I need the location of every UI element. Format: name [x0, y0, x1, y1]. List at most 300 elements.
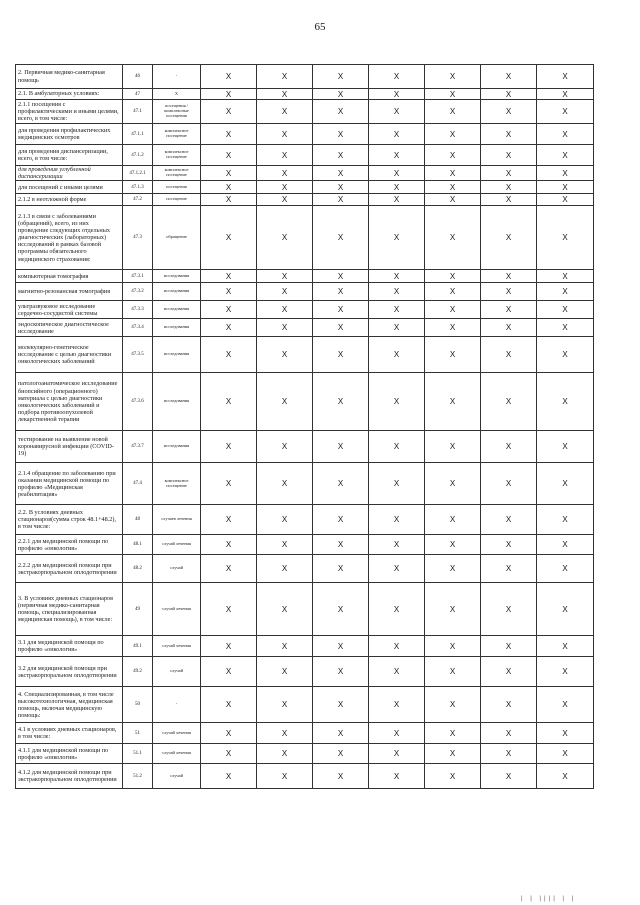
row-value: X [425, 657, 481, 687]
row-value: X [425, 505, 481, 535]
row-value: X [201, 687, 257, 723]
row-value: X [481, 744, 537, 764]
row-value: X [537, 270, 594, 283]
row-value: X [481, 65, 537, 89]
row-label: для проведения диспансеризации, всего, в том числе: [16, 145, 123, 166]
row-value: X [425, 431, 481, 463]
row-value: X [537, 555, 594, 583]
row-label: 2.1.1 посещения с профилактическими и иными целями, всего, в том числе: [16, 100, 123, 124]
row-unit: случай лечения [153, 583, 201, 636]
row-value: X [481, 431, 537, 463]
row-value: X [537, 535, 594, 555]
row-value: X [313, 687, 369, 723]
table-row [16, 100, 594, 124]
row-value: X [201, 555, 257, 583]
row-code: 47.3 [123, 206, 153, 270]
table-row [16, 301, 594, 319]
row-code: 47.3.5 [123, 337, 153, 373]
row-value: X [537, 744, 594, 764]
row-value: X [537, 100, 594, 124]
row-value: X [201, 744, 257, 764]
row-label: тестирование на выявление новой коронавирусной инфекции (COVID-19) [16, 431, 123, 463]
row-value: X [537, 319, 594, 337]
row-value: X [313, 301, 369, 319]
row-value: X [257, 535, 313, 555]
row-value: X [201, 319, 257, 337]
row-unit: случай лечения [153, 535, 201, 555]
row-value: X [257, 270, 313, 283]
row-value: X [537, 583, 594, 636]
footer-scan-marks: | | |||| | | [520, 895, 576, 902]
row-value: X [257, 65, 313, 89]
row-value: X [313, 505, 369, 535]
row-value: X [537, 283, 594, 301]
row-value: X [369, 100, 425, 124]
row-unit: X [153, 89, 201, 100]
row-code: 47.3.3 [123, 301, 153, 319]
row-value: X [313, 319, 369, 337]
table-row [16, 206, 594, 270]
row-value: X [257, 181, 313, 194]
row-value: X [369, 283, 425, 301]
row-value: X [425, 555, 481, 583]
row-value: X [313, 555, 369, 583]
row-value: X [481, 283, 537, 301]
row-value: X [481, 145, 537, 166]
row-value: X [425, 337, 481, 373]
row-label: 2.2. В условиях дневных стационаров(сумма строк 48.1+48.2), в том числе: [16, 505, 123, 535]
row-code: 48 [123, 505, 153, 535]
row-value: X [313, 270, 369, 283]
row-value: X [481, 463, 537, 505]
row-value: X [369, 687, 425, 723]
row-unit: случай лечения [153, 636, 201, 657]
row-value: X [425, 124, 481, 145]
row-value: X [369, 145, 425, 166]
row-value: X [257, 166, 313, 181]
row-unit: посещения [153, 181, 201, 194]
row-code: 49.1 [123, 636, 153, 657]
row-unit: комплексное посещение [153, 145, 201, 166]
row-value: X [369, 319, 425, 337]
row-value: X [481, 555, 537, 583]
row-value: X [369, 744, 425, 764]
row-value: X [537, 124, 594, 145]
row-unit: случай [153, 555, 201, 583]
table-row [16, 535, 594, 555]
row-value: X [313, 744, 369, 764]
row-value: X [481, 373, 537, 431]
row-value: X [257, 337, 313, 373]
row-unit: случай лечения [153, 723, 201, 744]
row-value: X [257, 583, 313, 636]
row-label: 2.2.1 для медицинской помощи по профилю «онкология» [16, 535, 123, 555]
row-value: X [481, 270, 537, 283]
row-value: X [257, 555, 313, 583]
row-value: X [481, 166, 537, 181]
row-value: X [369, 431, 425, 463]
row-value: X [537, 723, 594, 744]
table-row [16, 636, 594, 657]
row-value: X [257, 431, 313, 463]
row-value: X [369, 373, 425, 431]
row-value: X [257, 145, 313, 166]
row-value: X [201, 337, 257, 373]
row-value: X [537, 89, 594, 100]
table-row [16, 657, 594, 687]
row-value: X [369, 555, 425, 583]
row-code: 47.1.2.1 [123, 166, 153, 181]
row-value: X [481, 301, 537, 319]
table-row [16, 723, 594, 744]
table-row [16, 181, 594, 194]
row-value: X [425, 145, 481, 166]
row-value: X [201, 100, 257, 124]
row-value: X [257, 206, 313, 270]
row-value: X [313, 145, 369, 166]
row-value: X [481, 657, 537, 687]
row-value: X [201, 206, 257, 270]
row-value: X [537, 687, 594, 723]
row-label: 4.1 в условиях дневных стационаров, в том числе: [16, 723, 123, 744]
row-value: X [425, 687, 481, 723]
row-code: 48.1 [123, 535, 153, 555]
row-value: X [201, 657, 257, 687]
row-unit: случай лечения [153, 744, 201, 764]
row-value: X [201, 283, 257, 301]
row-label: 2. Первичная медико-санитарная помощь [16, 65, 123, 89]
row-value: X [257, 373, 313, 431]
row-value: X [257, 764, 313, 789]
table-row [16, 373, 594, 431]
row-value: X [481, 764, 537, 789]
row-code: 51.1 [123, 744, 153, 764]
row-value: X [313, 431, 369, 463]
row-unit: исследования [153, 283, 201, 301]
row-label: эндоскопическое диагностическое исследование [16, 319, 123, 337]
row-unit: комплексное посещение [153, 124, 201, 145]
row-value: X [201, 194, 257, 206]
row-unit: - [153, 687, 201, 723]
table-row [16, 583, 594, 636]
row-code: 47.2 [123, 194, 153, 206]
row-label: для проведения углубленной диспансеризации [16, 166, 123, 181]
row-code: 50 [123, 687, 153, 723]
row-value: X [201, 301, 257, 319]
row-value: X [369, 206, 425, 270]
row-unit: комплексное посещение [153, 463, 201, 505]
row-value: X [257, 194, 313, 206]
row-value: X [257, 283, 313, 301]
row-label: патологоанатомическое исследование биопсийного (операционного) материала с целью диагностики онкологических заболеваний и подбора противоопухолевой лекарственной терапии [16, 373, 123, 431]
row-value: X [257, 505, 313, 535]
row-value: X [313, 181, 369, 194]
table-row [16, 283, 594, 301]
row-code: 49 [123, 583, 153, 636]
row-value: X [481, 723, 537, 744]
row-value: X [201, 166, 257, 181]
row-value: X [201, 535, 257, 555]
row-unit: комплексное посещение [153, 166, 201, 181]
table-row [16, 431, 594, 463]
row-unit: исследования [153, 373, 201, 431]
row-code: 47 [123, 89, 153, 100]
row-unit: исследования [153, 301, 201, 319]
row-value: X [201, 583, 257, 636]
row-value: X [481, 100, 537, 124]
row-value: X [369, 463, 425, 505]
row-value: X [537, 166, 594, 181]
row-value: X [537, 764, 594, 789]
table-row [16, 764, 594, 789]
row-value: X [425, 636, 481, 657]
row-label: 3.2 для медицинской помощи при экстракорпоральном оплодотворении [16, 657, 123, 687]
row-value: X [257, 124, 313, 145]
row-value: X [201, 89, 257, 100]
table-row [16, 505, 594, 535]
row-value: X [481, 319, 537, 337]
row-value: X [425, 194, 481, 206]
row-value: X [369, 194, 425, 206]
data-table [15, 64, 594, 789]
row-value: X [425, 744, 481, 764]
row-value: X [369, 764, 425, 789]
row-value: X [313, 65, 369, 89]
row-value: X [481, 535, 537, 555]
row-value: X [313, 283, 369, 301]
row-value: X [481, 89, 537, 100]
row-value: X [201, 124, 257, 145]
row-value: X [425, 206, 481, 270]
row-value: X [313, 337, 369, 373]
row-unit: случаев лечения [153, 505, 201, 535]
row-code: 47.3.6 [123, 373, 153, 431]
row-code: 47.3.2 [123, 283, 153, 301]
row-value: X [313, 463, 369, 505]
table-row [16, 194, 594, 206]
row-value: X [313, 535, 369, 555]
row-value: X [201, 764, 257, 789]
row-value: X [425, 764, 481, 789]
row-value: X [425, 65, 481, 89]
row-value: X [537, 301, 594, 319]
table-body [16, 65, 594, 789]
row-code: 47.3.7 [123, 431, 153, 463]
row-value: X [201, 463, 257, 505]
row-value: X [537, 145, 594, 166]
row-label: магнитно-резонансная томография [16, 283, 123, 301]
row-value: X [537, 194, 594, 206]
row-value: X [369, 657, 425, 687]
row-unit: исследования [153, 319, 201, 337]
row-value: X [257, 319, 313, 337]
row-value: X [481, 206, 537, 270]
row-value: X [537, 657, 594, 687]
row-value: X [313, 583, 369, 636]
row-value: X [369, 65, 425, 89]
row-label: 4. Специализированная, в том числе высокотехнологичная, медицинская помощь, включая медицинскую помощь: [16, 687, 123, 723]
row-label: 4.1.1 для медицинской помощи по профилю «онкология» [16, 744, 123, 764]
table-row [16, 270, 594, 283]
row-code: 51.2 [123, 764, 153, 789]
row-value: X [313, 764, 369, 789]
row-value: X [425, 166, 481, 181]
row-value: X [481, 181, 537, 194]
row-value: X [425, 100, 481, 124]
row-code: 47.3.4 [123, 319, 153, 337]
row-value: X [537, 636, 594, 657]
row-value: X [201, 145, 257, 166]
table-row [16, 145, 594, 166]
row-code: 47.1.2 [123, 145, 153, 166]
row-label: 3. В условиях дневных стационаров (первичная медико-санитарная помощь, специализированная медицинская помощь), в том числе: [16, 583, 123, 636]
row-unit: случай [153, 657, 201, 687]
row-value: X [425, 463, 481, 505]
row-value: X [537, 181, 594, 194]
row-unit: исследования [153, 431, 201, 463]
row-label: 4.1.2 для медицинской помощи при экстракорпоральном оплодотворении [16, 764, 123, 789]
row-code: 47.1.1 [123, 124, 153, 145]
row-value: X [369, 723, 425, 744]
row-value: X [425, 283, 481, 301]
row-value: X [313, 124, 369, 145]
row-value: X [369, 270, 425, 283]
row-value: X [369, 166, 425, 181]
row-value: X [425, 535, 481, 555]
row-value: X [201, 505, 257, 535]
row-code: 51 [123, 723, 153, 744]
row-value: X [425, 373, 481, 431]
row-value: X [313, 206, 369, 270]
row-unit: случай [153, 764, 201, 789]
row-value: X [369, 337, 425, 373]
row-value: X [481, 505, 537, 535]
row-unit: исследования [153, 270, 201, 283]
table-row [16, 89, 594, 100]
row-label: 3.1 для медицинской помощи по профилю «онкология» [16, 636, 123, 657]
row-value: X [257, 301, 313, 319]
row-value: X [257, 744, 313, 764]
table-row [16, 463, 594, 505]
row-label: ультразвуковое исследование сердечно-сосудистой системы [16, 301, 123, 319]
row-value: X [369, 89, 425, 100]
row-label: 2.1.3 в связи с заболеваниями (обращений), всего, из них проведение следующих отдельных диагностических (лабораторных) исследований в рамках базовой программы обязательного медицинского страхования: [16, 206, 123, 270]
row-value: X [257, 100, 313, 124]
row-value: X [313, 89, 369, 100]
row-value: X [313, 373, 369, 431]
table-row [16, 65, 594, 89]
row-value: X [369, 301, 425, 319]
row-value: X [425, 319, 481, 337]
row-value: X [313, 636, 369, 657]
row-code: 48.2 [123, 555, 153, 583]
row-code: 47.1.3 [123, 181, 153, 194]
row-label: компьютерная томография [16, 270, 123, 283]
row-value: X [369, 535, 425, 555]
row-code: 49.2 [123, 657, 153, 687]
table-row [16, 124, 594, 145]
row-value: X [257, 657, 313, 687]
table-row [16, 319, 594, 337]
row-value: X [313, 100, 369, 124]
table-row [16, 687, 594, 723]
row-value: X [369, 505, 425, 535]
table-row [16, 555, 594, 583]
row-unit: посещения / комплексные посещения [153, 100, 201, 124]
row-value: X [369, 181, 425, 194]
row-value: X [201, 373, 257, 431]
row-label: 2.1.4 обращение по заболеванию при оказании медицинской помощи по профилю «Медицинская реабилитация» [16, 463, 123, 505]
row-value: X [481, 687, 537, 723]
row-value: X [201, 181, 257, 194]
table-row [16, 744, 594, 764]
row-unit: обращение [153, 206, 201, 270]
row-code: 47.4 [123, 463, 153, 505]
row-code: 47.1 [123, 100, 153, 124]
row-value: X [257, 636, 313, 657]
row-value: X [369, 124, 425, 145]
row-value: X [481, 124, 537, 145]
row-value: X [425, 181, 481, 194]
row-label: для проведения профилактических медицинских осмотров [16, 124, 123, 145]
row-unit: - [153, 65, 201, 89]
row-value: X [481, 194, 537, 206]
row-value: X [481, 583, 537, 636]
row-value: X [201, 270, 257, 283]
row-value: X [537, 505, 594, 535]
row-value: X [201, 636, 257, 657]
row-value: X [201, 65, 257, 89]
row-value: X [257, 723, 313, 744]
row-value: X [537, 337, 594, 373]
row-label: для посещений с иными целями [16, 181, 123, 194]
row-value: X [537, 463, 594, 505]
row-value: X [481, 636, 537, 657]
row-value: X [425, 583, 481, 636]
row-value: X [425, 723, 481, 744]
row-unit: исследования [153, 337, 201, 373]
row-value: X [257, 463, 313, 505]
table-row [16, 337, 594, 373]
row-value: X [537, 373, 594, 431]
row-label: 2.1.2 в неотложной форме [16, 194, 123, 206]
row-value: X [537, 431, 594, 463]
row-value: X [425, 270, 481, 283]
row-value: X [369, 583, 425, 636]
row-value: X [313, 723, 369, 744]
row-value: X [313, 194, 369, 206]
table-row [16, 166, 594, 181]
row-label: 2.2.2 для медицинской помощи при экстракорпоральном оплодотворении [16, 555, 123, 583]
row-value: X [481, 337, 537, 373]
page-number: 65 [314, 21, 326, 33]
row-label: молекулярно-генетическое исследование с целью диагностики онкологических заболеваний [16, 337, 123, 373]
row-value: X [313, 166, 369, 181]
row-code: 47.3.1 [123, 270, 153, 283]
row-label: 2.1. В амбулаторных условиях: [16, 89, 123, 100]
row-unit: посещение [153, 194, 201, 206]
row-value: X [201, 723, 257, 744]
row-value: X [313, 657, 369, 687]
row-value: X [201, 431, 257, 463]
row-value: X [537, 206, 594, 270]
row-code: 46 [123, 65, 153, 89]
row-value: X [425, 301, 481, 319]
row-value: X [369, 636, 425, 657]
row-value: X [257, 687, 313, 723]
row-value: X [425, 89, 481, 100]
row-value: X [257, 89, 313, 100]
